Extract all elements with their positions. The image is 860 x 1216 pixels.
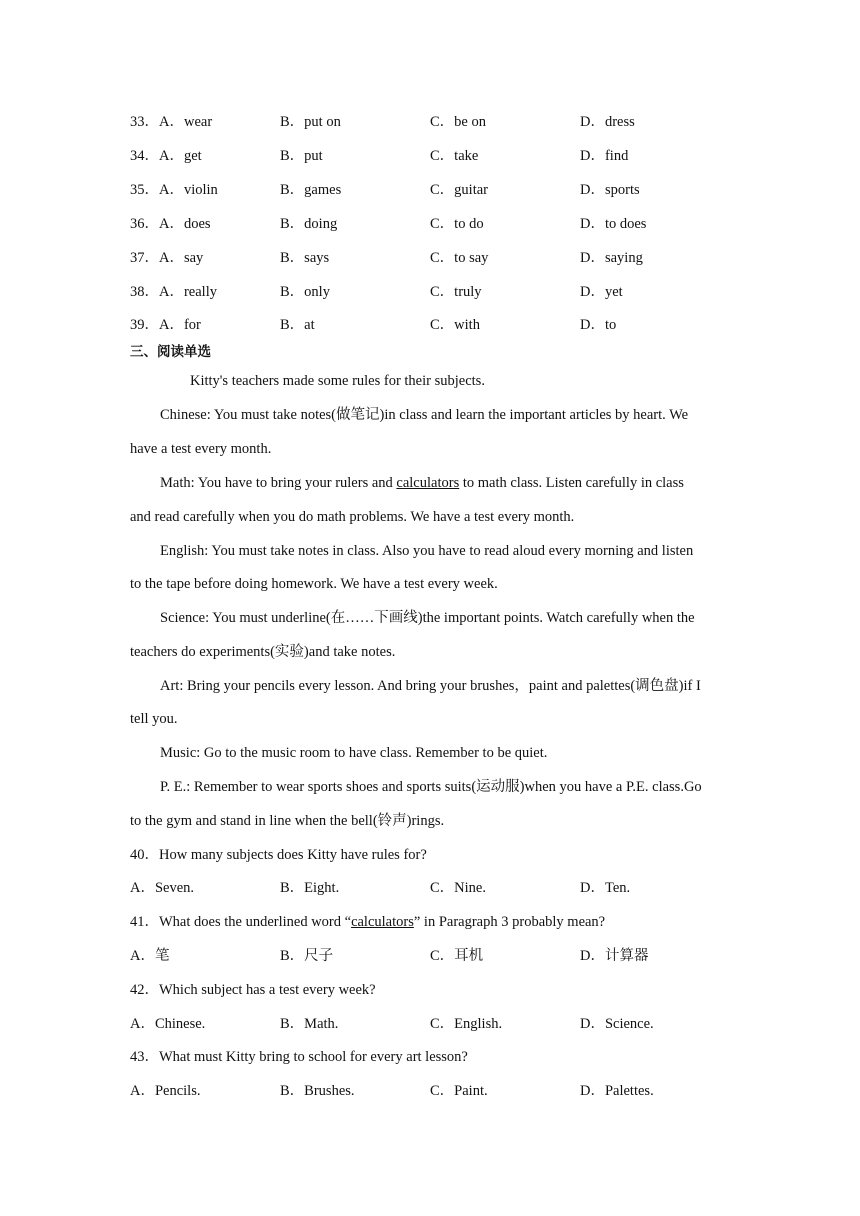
- option-b: B．Math.: [280, 1016, 339, 1032]
- option-a: 38．A．really: [130, 284, 217, 300]
- option-a: A．Seven.: [130, 880, 195, 896]
- option-a: 37．A．say: [130, 250, 204, 266]
- option-d: D．Science.: [580, 1016, 654, 1032]
- question-43-stem: 43．What must Kitty bring to school for every art lesson?: [130, 1049, 468, 1065]
- passage-english-line1: English: You must take notes in class. Also you have to read aloud every morning and listen: [160, 543, 694, 559]
- option-b: B．put on: [280, 114, 341, 130]
- question-41-stem: 41．What does the underlined word “calculators” in Paragraph 3 probably mean?: [130, 914, 606, 930]
- option-row-38: [0, 281, 860, 303]
- passage-intro: Kitty's teachers made some rules for their subjects.: [190, 373, 485, 389]
- passage-art-line2: tell you.: [130, 711, 178, 727]
- passage-pe-line1: P. E.: Remember to wear sports shoes and sports suits(运动服)when you have a P.E. class.Go: [160, 779, 702, 795]
- option-d: D．计算器: [580, 948, 649, 964]
- option-row-33: [0, 111, 860, 133]
- option-a: A．Pencils.: [130, 1083, 201, 1099]
- option-a: 33．A．wear: [130, 114, 213, 130]
- option-d: D．to does: [580, 216, 647, 232]
- question-40-options: [0, 877, 860, 899]
- option-row-37: [0, 247, 860, 269]
- passage-english-line2: to the tape before doing homework. We have a test every week.: [130, 576, 498, 592]
- option-c: C．take: [430, 148, 479, 164]
- underlined-word: calculators: [351, 914, 414, 930]
- option-b: B．Brushes.: [280, 1083, 355, 1099]
- option-d: D．to: [580, 317, 617, 333]
- underlined-word: calculators: [396, 475, 460, 491]
- option-c: C．Nine.: [430, 880, 486, 896]
- option-a: A．Chinese.: [130, 1016, 206, 1032]
- option-c: C．English.: [430, 1016, 503, 1032]
- option-d: D．dress: [580, 114, 635, 130]
- option-b: B．Eight.: [280, 880, 340, 896]
- option-a: A．笔: [130, 948, 170, 964]
- option-a: 34．A．get: [130, 148, 202, 164]
- option-c: C．to do: [430, 216, 484, 232]
- option-b: B．put: [280, 148, 323, 164]
- option-row-34: [0, 145, 860, 167]
- option-b: B．at: [280, 317, 315, 333]
- question-41-options: [0, 945, 860, 967]
- option-d: D．find: [580, 148, 629, 164]
- passage-art-line1: Art: Bring your pencils every lesson. And bring your brushes，paint and palettes(调色盘)if I: [160, 678, 701, 694]
- option-d: D．saying: [580, 250, 643, 266]
- question-42-options: [0, 1013, 860, 1035]
- option-c: C．be on: [430, 114, 486, 130]
- option-d: D．sports: [580, 182, 640, 198]
- passage-science-line1: Science: You must underline(在……下画线)the important points. Watch carefully when the: [160, 610, 695, 626]
- passage-math-line1: Math: You have to bring your rulers and calculators to math class. Listen carefully in class: [160, 475, 684, 491]
- passage-math-line2: and read carefully when you do math problems. We have a test every month.: [130, 509, 575, 525]
- option-row-36: [0, 213, 860, 235]
- option-a: 36．A．does: [130, 216, 211, 232]
- option-a: 39．A．for: [130, 317, 201, 333]
- option-b: B．games: [280, 182, 342, 198]
- option-b: B．says: [280, 250, 330, 266]
- question-42-stem: 42．Which subject has a test every week?: [130, 982, 376, 998]
- option-c: C．to say: [430, 250, 489, 266]
- option-c: C．with: [430, 317, 480, 333]
- option-c: C．truly: [430, 284, 482, 300]
- question-40-stem: 40．How many subjects does Kitty have rules for?: [130, 847, 427, 863]
- option-d: D．yet: [580, 284, 623, 300]
- passage-pe-line2: to the gym and stand in line when the bell(铃声)rings.: [130, 813, 445, 829]
- section-title: 三、阅读单选: [130, 344, 211, 360]
- option-b: B．doing: [280, 216, 338, 232]
- question-43-options: [0, 1080, 860, 1102]
- option-b: B．only: [280, 284, 330, 300]
- option-row-39: [0, 314, 860, 336]
- section-heading: [0, 341, 860, 363]
- passage-chinese-line1: Chinese: You must take notes(做笔记)in class and learn the important articles by heart. We: [160, 407, 689, 423]
- option-d: D．Palettes.: [580, 1083, 654, 1099]
- passage-science-line2: teachers do experiments(实验)and take notes.: [130, 644, 396, 660]
- option-c: C．guitar: [430, 182, 488, 198]
- option-row-35: [0, 179, 860, 201]
- passage-music-line1: Music: Go to the music room to have class. Remember to be quiet.: [160, 745, 548, 761]
- option-a: 35．A．violin: [130, 182, 218, 198]
- option-c: C．Paint.: [430, 1083, 488, 1099]
- passage-chinese-line2: have a test every month.: [130, 441, 272, 457]
- option-d: D．Ten.: [580, 880, 631, 896]
- option-b: B．尺子: [280, 948, 334, 964]
- option-c: C．耳机: [430, 948, 484, 964]
